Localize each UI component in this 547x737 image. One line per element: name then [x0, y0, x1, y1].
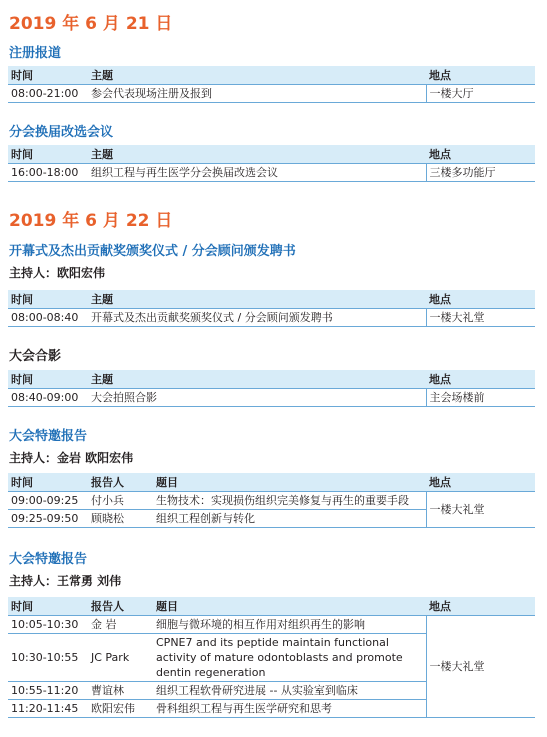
table-row: [8, 388, 535, 406]
table-header-row: [8, 597, 535, 615]
section-title-registration: 注册报道: [9, 46, 62, 61]
cell-time: 08:00-08:40: [8, 308, 88, 326]
photo-table: [8, 370, 535, 407]
table-header-row: [8, 145, 535, 163]
table-header-row: [8, 290, 535, 308]
header-topic: 题目: [153, 597, 426, 615]
header-time: 时间: [8, 370, 88, 388]
cell-time: 16:00-18:00: [8, 163, 88, 181]
cell-topic: 组织工程创新与转化: [153, 509, 426, 527]
cell-speaker: JC Park: [88, 633, 153, 681]
table-row: [8, 491, 535, 509]
cell-topic: 参会代表现场注册及报到: [88, 84, 426, 102]
cell-time: 10:30-10:55: [8, 633, 88, 681]
cell-topic: CPNE7 and its peptide maintain functional activity of mature odontoblasts and promote dentin regeneration: [153, 633, 426, 681]
cell-speaker: 付小兵: [88, 491, 153, 509]
section-title-invited-1: 大会特邀报告: [9, 429, 88, 444]
cell-topic: 细胞与微环境的相互作用对组织再生的影响: [153, 615, 426, 633]
invited-2-table: [8, 597, 535, 718]
cell-speaker: 顾晓松: [88, 509, 153, 527]
cell-topic: 骨科组织工程与再生医学研究和思考: [153, 699, 426, 717]
header-topic: 主题: [88, 290, 426, 308]
cell-venue: 三楼多功能厅: [426, 163, 535, 181]
header-time: 时间: [8, 597, 88, 615]
day2-date: 2019 年 6 月 22 日: [9, 211, 173, 231]
cell-venue: 一楼大礼堂: [426, 615, 535, 717]
header-venue: 地点: [426, 290, 535, 308]
section-title-photo: 大会合影: [9, 349, 62, 364]
table-row: [8, 163, 535, 181]
cell-topic: 生物技术：实现损伤组织完美修复与再生的重要手段: [153, 491, 426, 509]
election-table: [8, 145, 535, 182]
table-row: [8, 84, 535, 102]
table-header-row: [8, 473, 535, 491]
registration-table: [8, 66, 535, 103]
header-time: 时间: [8, 66, 88, 84]
header-topic: 主题: [88, 66, 426, 84]
header-time: 时间: [8, 290, 88, 308]
header-venue: 地点: [426, 473, 535, 491]
cell-venue: 主会场楼前: [426, 388, 535, 406]
cell-venue: 一楼大礼堂: [426, 491, 535, 527]
cell-time: 10:05-10:30: [8, 615, 88, 633]
cell-time: 11:20-11:45: [8, 699, 88, 717]
header-topic: 主题: [88, 145, 426, 163]
section-title-opening: 开幕式及杰出贡献奖颁奖仪式 / 分会顾问颁发聘书: [9, 244, 296, 259]
cell-topic: 开幕式及杰出贡献奖颁奖仪式 / 分会顾问颁发聘书: [88, 308, 426, 326]
header-venue: 地点: [426, 66, 535, 84]
table-header-row: [8, 370, 535, 388]
header-speaker: 报告人: [88, 473, 153, 491]
table-header-row: [8, 66, 535, 84]
table-row: [8, 615, 535, 633]
host-invited-1: 主持人：金岩 欧阳宏伟: [9, 451, 134, 465]
header-time: 时间: [8, 473, 88, 491]
cell-time: 09:25-09:50: [8, 509, 88, 527]
header-venue: 地点: [426, 145, 535, 163]
host-invited-2: 主持人：王常勇 刘伟: [9, 574, 122, 588]
section-title-election: 分会换届改选会议: [9, 125, 114, 140]
cell-topic: 组织工程与再生医学分会换届改选会议: [88, 163, 426, 181]
table-row: [8, 308, 535, 326]
day1-date: 2019 年 6 月 21 日: [9, 14, 173, 34]
header-venue: 地点: [426, 370, 535, 388]
opening-table: [8, 290, 535, 327]
cell-topic: 组织工程软骨研究进展 -- 从实验室到临床: [153, 681, 426, 699]
invited-1-table: [8, 473, 535, 528]
cell-time: 08:40-09:00: [8, 388, 88, 406]
cell-speaker: 曹谊林: [88, 681, 153, 699]
cell-venue: 一楼大厅: [426, 84, 535, 102]
cell-speaker: 欧阳宏伟: [88, 699, 153, 717]
header-venue: 地点: [426, 597, 535, 615]
cell-speaker: 金 岩: [88, 615, 153, 633]
header-speaker: 报告人: [88, 597, 153, 615]
cell-topic: 大会拍照合影: [88, 388, 426, 406]
host-opening: 主持人：欧阳宏伟: [9, 266, 106, 280]
header-topic: 题目: [153, 473, 426, 491]
cell-time: 08:00-21:00: [8, 84, 88, 102]
header-topic: 主题: [88, 370, 426, 388]
header-time: 时间: [8, 145, 88, 163]
section-title-invited-2: 大会特邀报告: [9, 552, 88, 567]
cell-venue: 一楼大礼堂: [426, 308, 535, 326]
cell-time: 10:55-11:20: [8, 681, 88, 699]
cell-time: 09:00-09:25: [8, 491, 88, 509]
